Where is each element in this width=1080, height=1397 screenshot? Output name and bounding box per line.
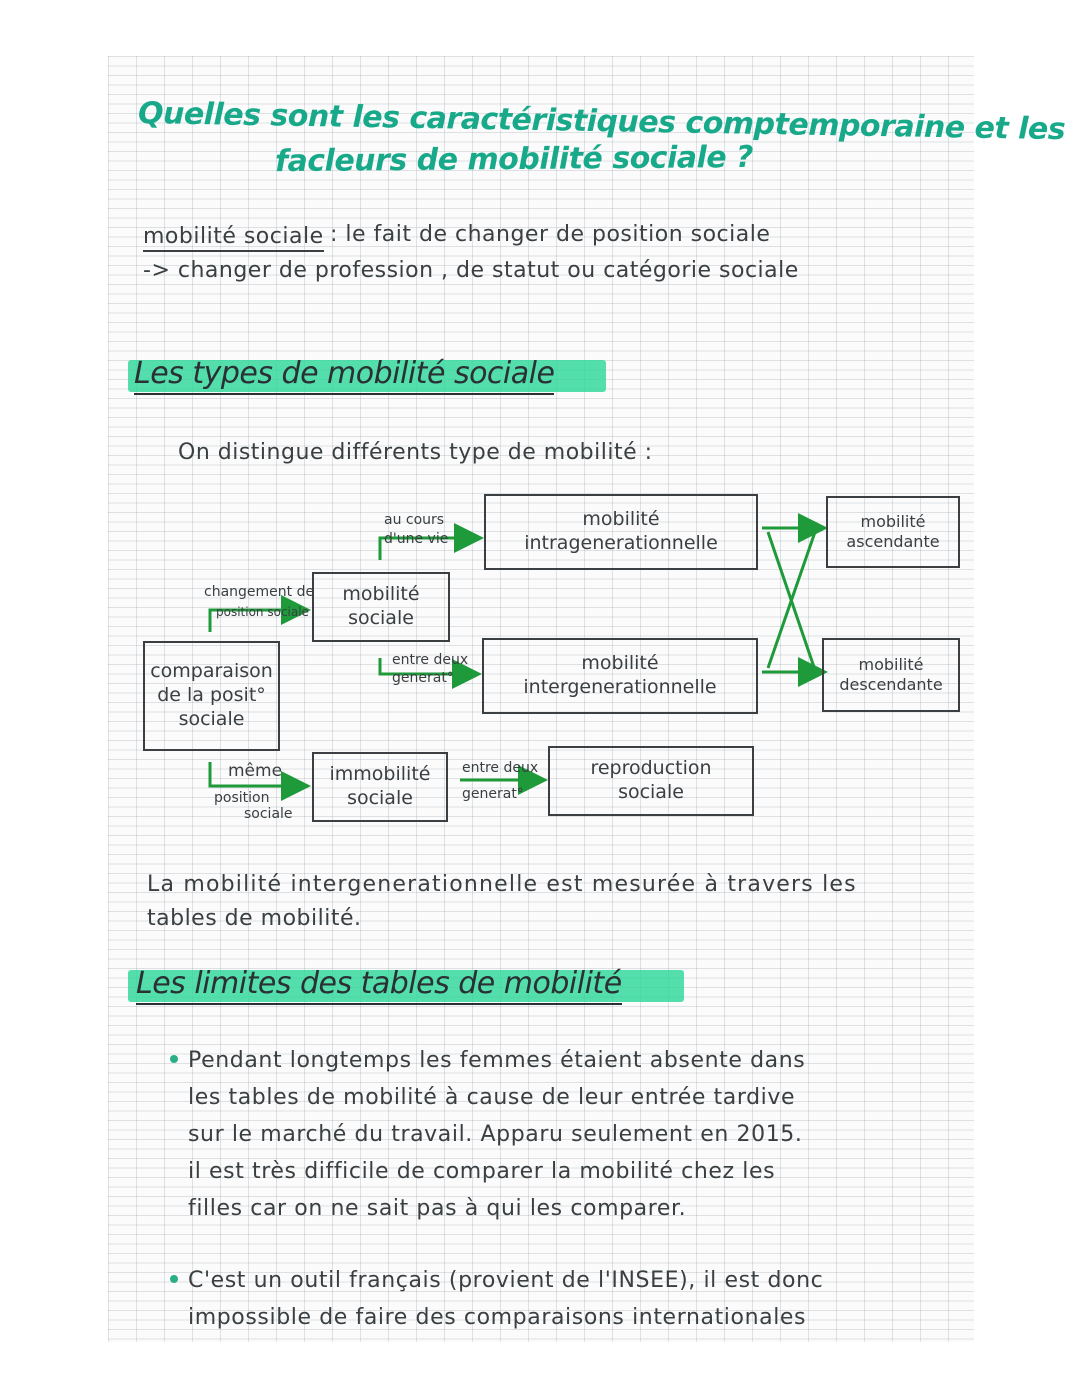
definition-text: : le fait de changer de position sociale [330, 222, 771, 247]
mesure-text-line1: La mobilité intergenerationnelle est mesurée à travers les [147, 872, 857, 897]
bullet-marker-1 [170, 1055, 178, 1063]
box-ascendante-line1: mobilité [860, 512, 926, 531]
label-meme-line2: position [214, 789, 270, 806]
box-mobilite-descendante [822, 638, 960, 712]
label-meme-line3: sociale [244, 805, 293, 822]
label-changement-position [204, 584, 314, 620]
bullet1-line1: Pendant longtemps les femmes étaient absente dans [188, 1048, 806, 1073]
box-intra-line2: intragenerationnelle [524, 532, 718, 554]
label-au-cours-line2: d'une vie [384, 531, 449, 548]
bullet2-line2: impossible de faire des comparaisons internationales [188, 1305, 807, 1330]
mesure-text-line2: tables de mobilité. [147, 906, 362, 931]
label-entre-deux-generations-1 [392, 652, 468, 686]
bullet1-line4: il est très difficile de comparer la mobilité chez les [188, 1159, 776, 1184]
bullet-marker-2 [170, 1275, 178, 1283]
box-inter-line1: mobilité [581, 652, 659, 675]
section-intro: On distingue différents type de mobilité : [178, 440, 653, 465]
box-comparaison [143, 641, 280, 751]
label-entre-deux-2-line1: entre deux [462, 760, 539, 776]
page-title-line2: facleurs de mobilité sociale ? [274, 139, 754, 180]
box-mobilite-sociale [312, 572, 450, 642]
box-descendante-line2: descendante [839, 675, 943, 694]
box-intergenerationnelle [482, 638, 758, 714]
box-immobilite-sociale [312, 752, 448, 822]
label-entre-deux-generations-2 [462, 760, 538, 802]
bullet2-line1: C'est un outil français (provient de l'INSEE), il est donc [188, 1268, 824, 1293]
bullet-paragraph-2 [188, 1262, 823, 1336]
definition-term: mobilité sociale [143, 224, 324, 252]
label-meme-position [214, 762, 293, 822]
label-entre-deux-1-line1: entre deux [392, 652, 469, 668]
bullet1-line3: sur le marché du travail. Apparu seulement en 2015. [188, 1122, 803, 1147]
box-intra-line1: mobilité [582, 508, 660, 531]
bullet1-line5: filles car on ne sait pas à qui les comparer. [188, 1196, 687, 1221]
box-comparaison-line3: sociale [178, 707, 245, 730]
label-meme-line1: même [228, 761, 283, 781]
box-reproduction-line2: sociale [618, 781, 684, 803]
bullet1-line2: les tables de mobilité à cause de leur entrée tardive [188, 1085, 796, 1110]
box-mobilite-sociale-line1: mobilité [342, 583, 420, 606]
label-entre-deux-2-line2: generat° [462, 786, 524, 803]
label-changement-line2: position sociale [216, 605, 309, 620]
box-comparaison-line2: de la posit° [157, 684, 266, 707]
box-ascendante-line2: ascendante [846, 532, 940, 551]
box-inter-line2: intergenerationnelle [523, 676, 717, 698]
label-changement-line1: changement de [204, 584, 315, 600]
box-mobilite-sociale-line2: sociale [348, 607, 414, 629]
box-intragenerationnelle [484, 494, 758, 570]
box-reproduction-line1: reproduction [590, 757, 712, 780]
box-immobilite-line1: immobilité [329, 763, 431, 786]
box-immobilite-line2: sociale [347, 787, 413, 809]
box-descendante-line1: mobilité [858, 655, 924, 674]
bullet-paragraph-1 [188, 1042, 805, 1227]
box-reproduction-sociale [548, 746, 754, 816]
section-heading-limites: Les limites des tables de mobilité [136, 966, 622, 1005]
label-entre-deux-1-line2: generat° [392, 670, 454, 687]
box-mobilite-ascendante [826, 496, 960, 568]
page-title-line1: Quelles sont les caractéristiques comptemporaine et les [137, 96, 1066, 148]
definition-detail: -> changer de profession , de statut ou catégorie sociale [143, 258, 799, 283]
box-comparaison-line1: comparaison [150, 660, 273, 683]
label-au-cours-line1: au cours [384, 512, 445, 528]
label-au-cours-vie [384, 512, 448, 547]
section-heading-types: Les types de mobilité sociale [134, 356, 554, 395]
